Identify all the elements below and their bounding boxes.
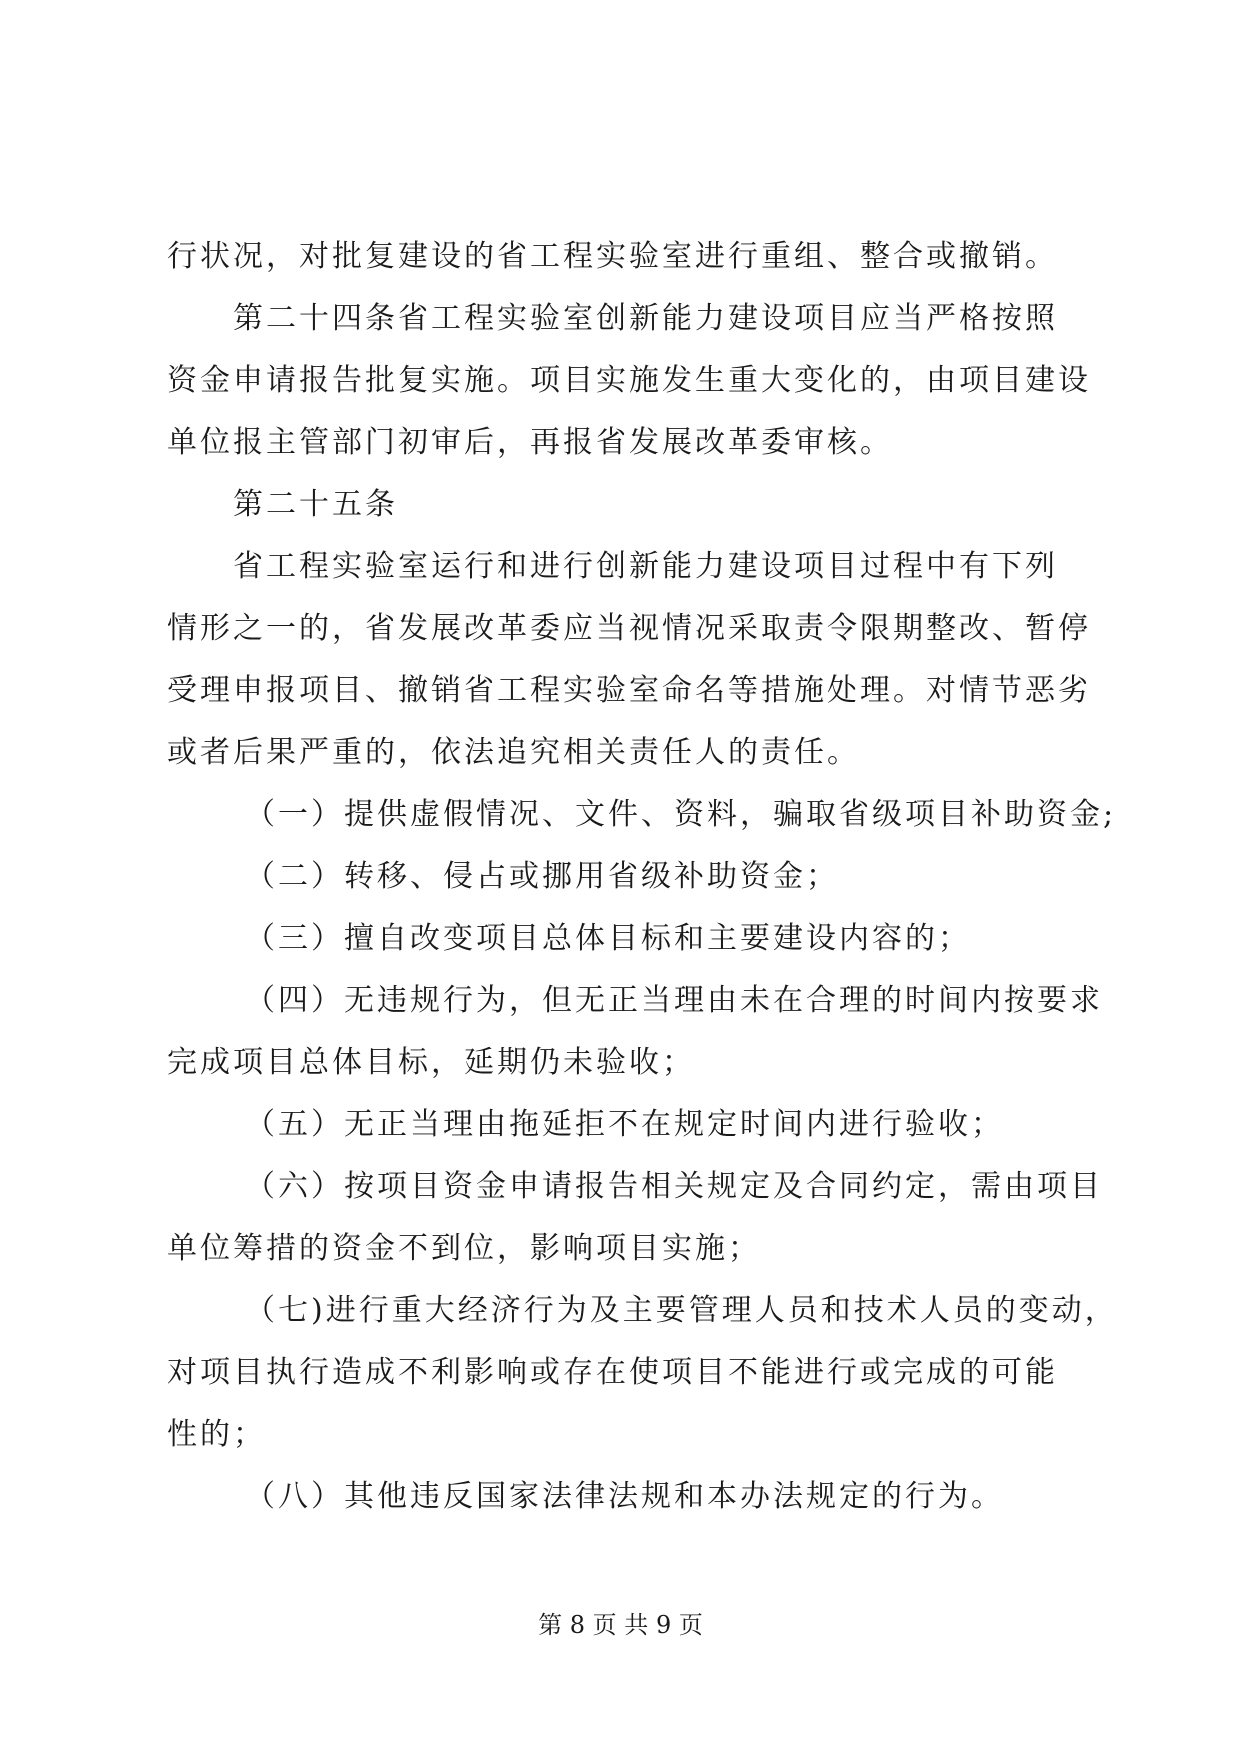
- list-item-7: （七)进行重大经济行为及主要管理人员和技术人员的变动，: [245, 1293, 1118, 1328]
- list-item-8: （八）其他违反国家法律法规和本办法规定的行为。: [245, 1479, 1004, 1514]
- text-line: 受理申报项目、撤销省工程实验室命名等措施处理。对情节恶劣: [167, 673, 1091, 708]
- list-item-7-cont: 性的；: [167, 1417, 266, 1452]
- text-line: 单位报主管部门初审后，再报省发展改革委审核。: [167, 425, 893, 460]
- list-item-7-cont: 对项目执行造成不利影响或存在使项目不能进行或完成的可能: [167, 1355, 1058, 1390]
- list-item-4-cont: 完成项目总体目标，延期仍未验收；: [167, 1045, 695, 1080]
- text-line: 情形之一的，省发展改革委应当视情况采取责令限期整改、暂停: [167, 611, 1091, 646]
- article-24-line: 第二十四条省工程实验室创新能力建设项目应当严格按照: [233, 301, 1058, 336]
- text-line: 或者后果严重的，依法追究相关责任人的责任。: [167, 735, 860, 770]
- text-line: 资金申请报告批复实施。项目实施发生重大变化的，由项目建设: [167, 363, 1091, 398]
- list-item-6: （六）按项目资金申请报告相关规定及合同约定，需由项目: [245, 1169, 1103, 1204]
- list-item-3: （三）擅自改变项目总体目标和主要建设内容的；: [245, 921, 971, 956]
- list-item-5: （五）无正当理由拖延拒不在规定时间内进行验收；: [245, 1107, 1004, 1142]
- document-body: [167, 226, 1118, 1528]
- list-item-1: （一）提供虚假情况、文件、资料，骗取省级项目补助资金;: [245, 797, 1117, 832]
- text-line: 行状况，对批复建设的省工程实验室进行重组、整合或撤销。: [167, 239, 1058, 274]
- list-item-6-cont: 单位筹措的资金不到位，影响项目实施；: [167, 1231, 761, 1266]
- list-item-4: （四）无违规行为，但无正当理由未在合理的时间内按要求: [245, 983, 1103, 1018]
- text-line: 省工程实验室运行和进行创新能力建设项目过程中有下列: [233, 549, 1058, 584]
- article-25-heading: 第二十五条: [233, 487, 398, 522]
- page-number-footer: 第 8 页 共 9 页: [538, 1611, 703, 1639]
- list-item-2: （二）转移、侵占或挪用省级补助资金；: [245, 859, 839, 894]
